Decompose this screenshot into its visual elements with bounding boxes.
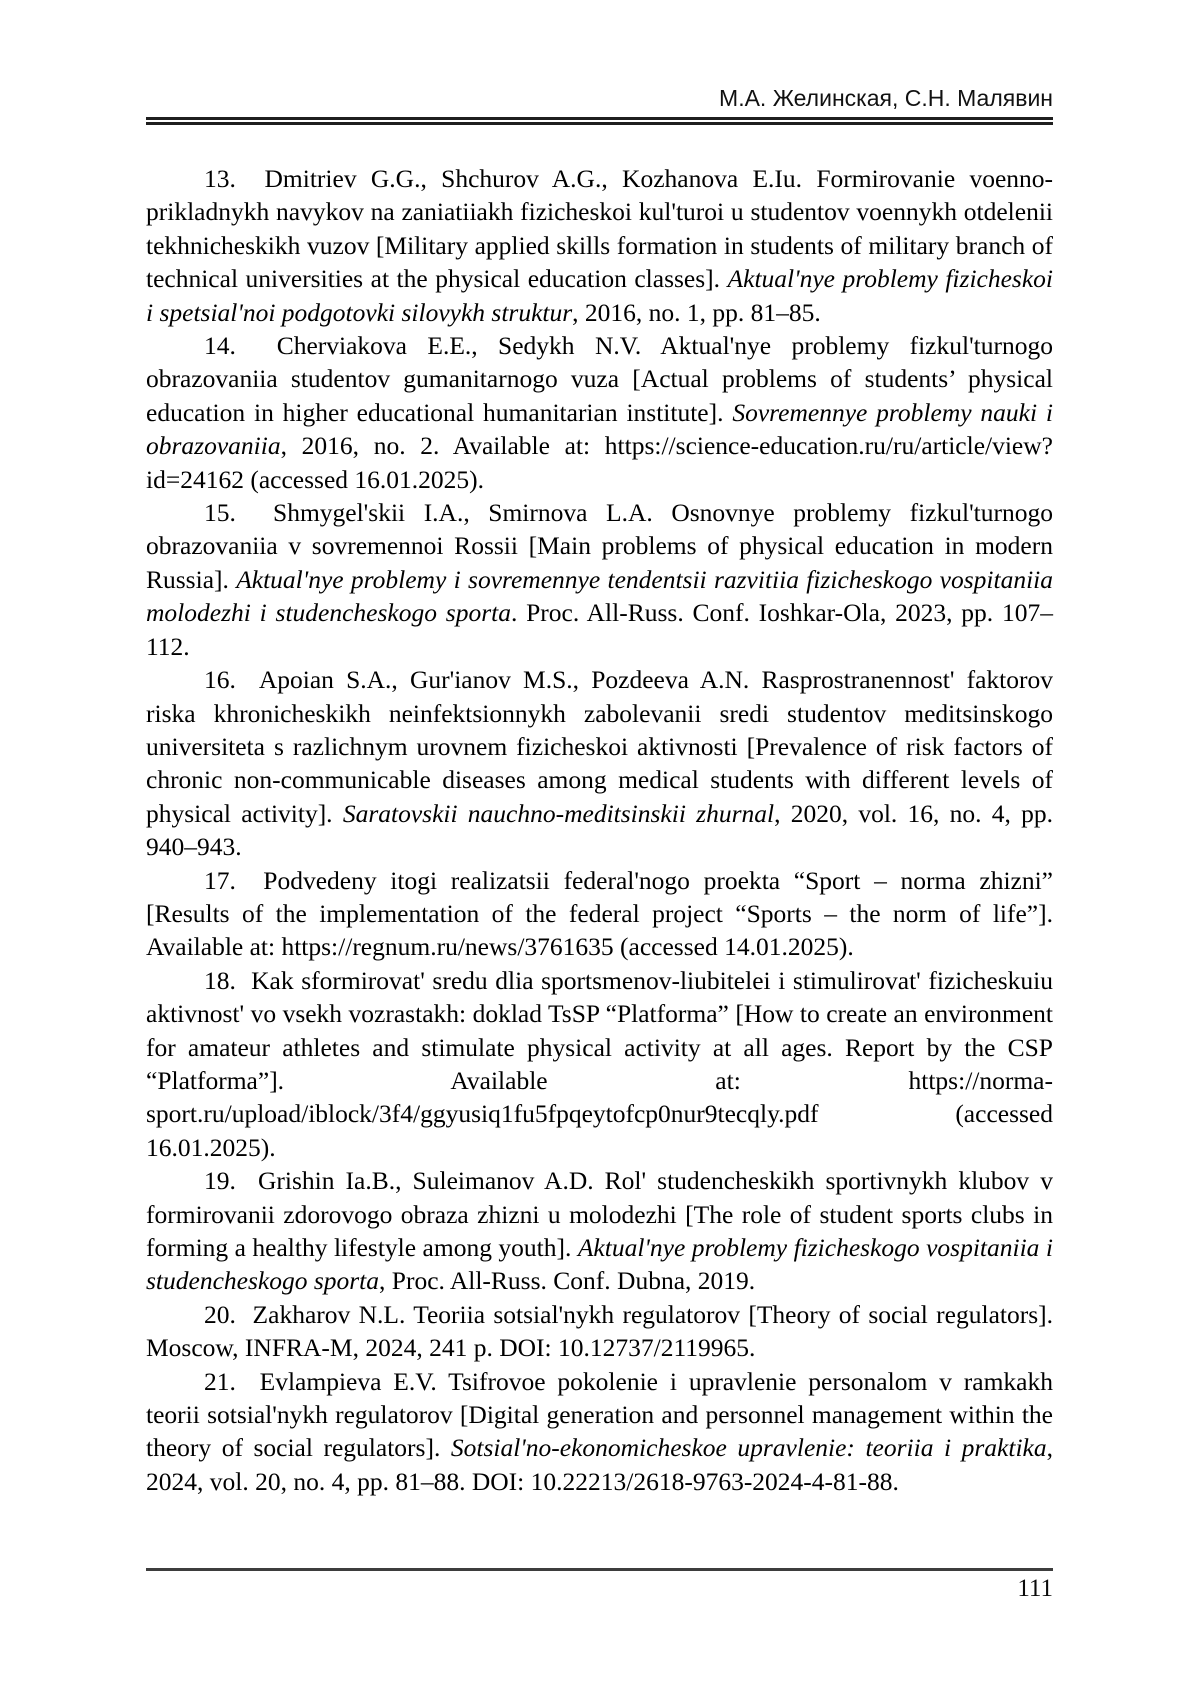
reference-text: . Proc. All-Russ. Conf. Ioshkar-Ola, 2023, pp. 107–112.	[146, 598, 1053, 661]
reference-text: , 2020, vol. 16, no. 4, pp. 940–943.	[146, 798, 1053, 862]
reference-source-title: Sovremennye problemy nauki i obrazovaniia	[146, 397, 1053, 461]
reference-source-title: Aktual'nye problemy fizicheskogo vospitaniia i studencheskogo sporta	[146, 1233, 1053, 1296]
reference-item	[146, 663, 1053, 863]
reference-text: , 2016, no. 2. Available at: https://science-education.ru/ru/article/view?id=24162 (accessed 16.01.2025).	[146, 431, 1053, 494]
reference-text: Shmygel'skii I.A., Smirnova L.A. Osnovnye problemy fizkul'turnogo obrazovaniia v sovremennoi Rossii [Main problems of physical education in modern Russia].	[146, 498, 1054, 594]
reference-item	[146, 1164, 1053, 1298]
reference-text: Podvedeny itogi realizatsii federal'nogo proekta “Sport – norma zhizni” [Results of the implementation of the federal project “Sports – the norm of life”]. Available at: https://regnum.ru/news/3761635 (accessed 14.01.2025).	[146, 865, 1054, 962]
reference-number: 19.	[204, 1166, 258, 1196]
reference-item	[146, 1365, 1053, 1499]
text-column	[146, 0, 1053, 1498]
reference-item	[146, 329, 1053, 496]
reference-item	[146, 1298, 1053, 1365]
reference-source-title: Aktual'nye problemy fizicheskoi i spetsial'noi podgotovki silovykh struktur	[146, 264, 1053, 327]
footer-rule	[146, 1568, 1053, 1571]
reference-source-title: Sotsial'no-ekonomicheskoe upravlenie: teoriia i praktika	[450, 1433, 1047, 1463]
reference-item	[146, 496, 1053, 663]
reference-text: , Proc. All-Russ. Conf. Dubna, 2019.	[379, 1266, 756, 1296]
reference-item	[146, 864, 1053, 964]
running-head-authors: М.А. Желинская, С.Н. Малявин	[719, 85, 1053, 111]
references-list	[146, 162, 1053, 1498]
page-number: 111	[1017, 1575, 1053, 1602]
reference-number: 15.	[204, 498, 274, 528]
reference-text: Dmitriev G.G., Shchurov A.G., Kozhanova E.Iu. Formirovanie voenno-prikladnykh navykov na zaniatiiakh fizicheskoi kul'turoi u studentov voennykh otdelenii tekhnicheskikh vuzov [Military applied skills formation in students of military branch of technical universities at the physical education classes].	[146, 164, 1054, 294]
reference-number: 17.	[204, 865, 264, 895]
reference-text: Zakharov N.L. Teoriia sotsial'nykh regulatorov [Theory of social regulators]. Moscow, INFRA-M, 2024, 241 p. DOI: 10.12737/2119965.	[146, 1299, 1054, 1363]
reference-source-title: Saratovskii nauchno-meditsinskii zhurnal	[342, 798, 775, 828]
reference-number: 14.	[204, 331, 277, 361]
reference-number: 18.	[204, 965, 252, 995]
reference-text: Apoian S.A., Gur'ianov M.S., Pozdeeva A.N. Rasprostranennost' faktorov riska khronicheskikh neinfektsionnykh zabolevanii sredi studentov meditsinskogo universiteta s razlichnym urovnem fizicheskoi aktivnosti [Prevalence of risk factors of chronic non-communicable diseases among medical students with different levels of physical activity].	[146, 665, 1053, 828]
reference-text: Grishin Ia.B., Suleimanov A.D. Rol' studencheskikh sportivnykh klubov v formirovanii zdorovogo obraza zhizni u molodezhi [The role of student sports clubs in forming a healthy lifestyle among youth].	[146, 1166, 1053, 1262]
reference-source-title: Aktual'nye problemy i sovremennye tendentsii razvitiia fizicheskogo vospitaniia molodezhi i studencheskogo sporta	[146, 564, 1053, 628]
reference-text: Cherviakova E.E., Sedykh N.V. Aktual'nye problemy fizkul'turnogo obrazovaniia studentov gumanitarnogo vuza [Actual problems of students’ physical education in higher educational humanitarian institute].	[146, 331, 1053, 427]
reference-number: 13.	[204, 164, 265, 193]
reference-text: , 2016, no. 1, pp. 81–85.	[572, 297, 821, 327]
header-rule	[146, 117, 1053, 125]
reference-item	[146, 162, 1053, 329]
reference-number: 16.	[204, 665, 259, 695]
reference-item	[146, 964, 1053, 1164]
reference-number: 20.	[204, 1299, 253, 1329]
reference-text: Evlampieva E.V. Tsifrovoe pokolenie i upravlenie personalom v ramkakh teorii sotsial'nykh regulatorov [Digital generation and personnel management within the theory of social regulators].	[146, 1366, 1054, 1463]
reference-number: 21.	[204, 1366, 260, 1396]
reference-text: , 2024, vol. 20, no. 4, pp. 81–88. DOI: 10.22213/2618-9763-2024-4-81-88.	[146, 1433, 1053, 1496]
reference-text: Kak sformirovat' sredu dlia sportsmenov-liubitelei i stimulirovat' fizicheskuiu aktivnost' vo vsekh vozrastakh: doklad TsSP “Platforma” [How to create an environment for amateur athletes and stimulate physical activity at all ages. Report by the CSP “Platforma”]. Available at: https://norma-sport.ru/upload/iblock/3f4/ggyusiq1fu5fpqeytofcp0nur9tecqly.pdf (accessed 16.01.2025).	[146, 965, 1054, 1162]
